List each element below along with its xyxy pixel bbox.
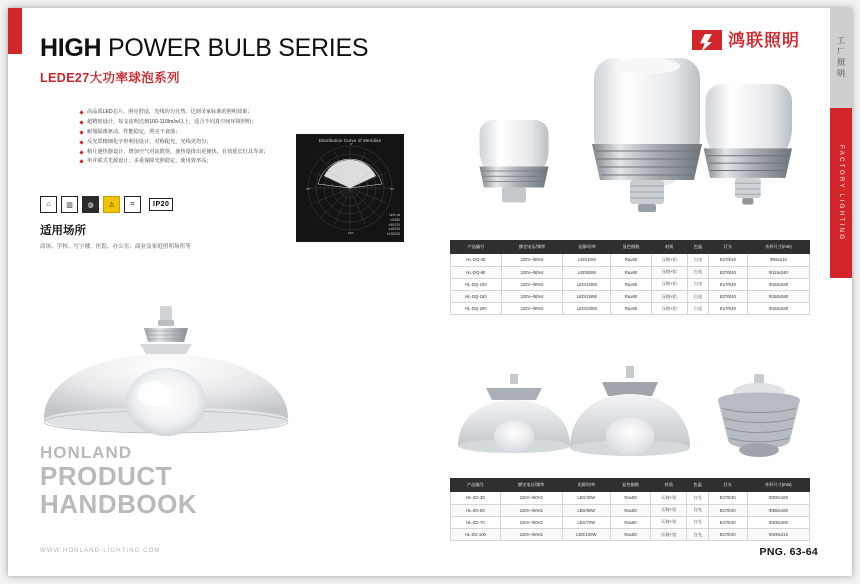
cell: E27/E40 <box>709 290 748 302</box>
cell: Ra≥80 <box>610 528 650 540</box>
col-header: 额定电压/频率 <box>500 479 562 492</box>
cell: Ra≥80 <box>611 266 651 278</box>
spec-table-highbay <box>450 478 810 541</box>
svg-text:180°: 180° <box>348 231 355 235</box>
cell: E27/E40 <box>709 303 748 315</box>
cell: HL-ZG-100 <box>451 528 501 540</box>
chart-unit: Unit: cd <box>389 213 400 218</box>
cell: Ra≥80 <box>611 254 651 266</box>
page-subtitle: LEDE27大功率球泡系列 <box>40 71 180 85</box>
title-bold: HIGH <box>40 34 102 62</box>
col-header: 灯头 <box>708 479 747 492</box>
title-block <box>40 36 368 86</box>
cell: Ra≥80 <box>611 303 651 315</box>
side-tab <box>830 8 852 576</box>
cell: 压铸+铝 <box>651 492 687 504</box>
cell: 220V~/50Hz <box>500 504 562 516</box>
page-title <box>40 36 368 61</box>
cell: E27/E40 <box>709 254 748 266</box>
col-header: 产品编号 <box>451 241 502 254</box>
cell: E27/E40 <box>708 492 747 504</box>
side-tab-cn <box>830 8 852 108</box>
cell: 220V~/50Hz <box>501 303 563 315</box>
table-row <box>451 516 810 528</box>
cell: 压铸+铝 <box>651 278 687 290</box>
cell: E27/E40 <box>709 266 748 278</box>
page-spread <box>8 8 852 576</box>
legend-entry: c0/180 <box>390 217 400 222</box>
cell: 白光 <box>687 516 708 528</box>
cell: 白光 <box>687 290 708 302</box>
logo-chinese-name: 鸿联照明 <box>728 31 800 50</box>
highbay-product-photo-bottom <box>448 360 818 470</box>
col-header: 材质 <box>651 241 687 254</box>
cell: 白光 <box>687 528 708 540</box>
cell: HL-DQ-40 <box>451 254 502 266</box>
cell: 白光 <box>687 492 708 504</box>
cell: 压铸+铝 <box>651 266 687 278</box>
feature-list <box>40 108 330 167</box>
cell: LED/60W <box>563 266 611 278</box>
table-row <box>451 266 810 278</box>
brand-block <box>40 443 197 518</box>
side-tab-en <box>830 108 852 278</box>
cell: LED/200W <box>563 303 611 315</box>
cell: LED/50W <box>562 504 610 516</box>
cell: 压铸+铝 <box>651 528 687 540</box>
office-icon: ▥ <box>61 196 78 213</box>
scene-title: 适用场所 <box>40 225 86 237</box>
cell: HL-ZG-30 <box>451 492 501 504</box>
cell: 220V~/50Hz <box>500 492 562 504</box>
table-header-row <box>451 241 810 254</box>
cell: 压铸+铝 <box>651 290 687 302</box>
cell: HL-DQ-60 <box>451 266 502 278</box>
cell: E27/E40 <box>708 528 747 540</box>
cell: Φ150x280 <box>747 278 809 290</box>
col-header: 光源/功率 <box>563 241 611 254</box>
cell: HL-DQ-200 <box>451 303 502 315</box>
cell: 220V~/50Hz <box>501 254 563 266</box>
col-header: 显色指数 <box>611 241 651 254</box>
list-item: 耐划隔离驱动，性能稳定，照亮不衰落； <box>80 128 330 138</box>
col-header: 光源/功率 <box>562 479 610 492</box>
chart-legend <box>387 213 400 237</box>
cell: 白光 <box>687 504 708 516</box>
col-header: 显色指数 <box>610 479 650 492</box>
cell: Ra≥80 <box>610 504 650 516</box>
cell: Ra≥80 <box>610 516 650 528</box>
cell: LED/70W <box>562 516 610 528</box>
cell: 白光 <box>687 303 708 315</box>
cell: HL-DQ-100 <box>451 278 502 290</box>
side-tab-en-label: FACTORY LIGHTING <box>838 144 844 242</box>
table-row <box>451 504 810 516</box>
cell: Φ400x200 <box>747 516 810 528</box>
legend-entry: c90/270 <box>388 222 400 227</box>
list-item: 高品质LED芯片，照亮舒适，光线均匀自然，达到국家标准的照明效果； <box>80 108 330 118</box>
left-page <box>8 8 428 576</box>
cell: 220V~/50Hz <box>501 266 563 278</box>
bulb-product-photo-top <box>448 50 818 230</box>
table-header-row <box>451 479 810 492</box>
brand-name: HONLAND <box>40 443 132 463</box>
cell: Φ150x280 <box>747 303 809 315</box>
col-header: 产品编号 <box>451 479 501 492</box>
spec-table-bulb <box>450 240 810 315</box>
col-header: 额定电压/频率 <box>501 241 563 254</box>
cell: Φ95x210 <box>747 254 809 266</box>
cell: 压铸+铝 <box>651 516 687 528</box>
bulb-icon: ◍ <box>82 196 99 213</box>
factory-icon: ⌗ <box>124 196 141 213</box>
svg-text:90°: 90° <box>306 187 311 191</box>
table-row <box>451 303 810 315</box>
cell: E27/E40 <box>708 504 747 516</box>
cell: Φ350x190 <box>747 504 810 516</box>
cell: LED/30W <box>562 492 610 504</box>
col-header: 外形尺寸(mm) <box>747 479 810 492</box>
cell: 220V~/50Hz <box>501 290 563 302</box>
table-row <box>451 492 810 504</box>
col-header: 色温 <box>687 479 708 492</box>
page-number: PNG. 63-64 <box>759 546 818 558</box>
logo-slogan: 智 造 品 质 之 光 <box>728 52 776 57</box>
right-page <box>428 8 852 576</box>
polar-plot-svg <box>302 140 398 236</box>
cell: Φ150x280 <box>747 290 809 302</box>
cell: HL-ZG-70 <box>451 516 501 528</box>
scene-text: 商场、学校、写字楼、医院、办公室、商业及家庭照明场所等 <box>40 244 191 250</box>
cell: Φ400x215 <box>747 528 810 540</box>
col-header: 灯头 <box>709 241 748 254</box>
red-accent-bar <box>8 8 22 54</box>
cell: 白光 <box>687 254 708 266</box>
brand-handbook: HANDBOOK <box>40 488 198 519</box>
distribution-chart <box>296 134 404 242</box>
cell: Φ300x165 <box>747 492 810 504</box>
cell: 白光 <box>687 266 708 278</box>
table-row <box>451 528 810 540</box>
list-item: 精片翅热器设计，增加空气对流散射，使热量排出更便快，有效延长灯具寿命； <box>80 148 330 158</box>
cell: 220V~/50Hz <box>500 516 562 528</box>
cell: E27/E40 <box>708 516 747 528</box>
col-header: 色温 <box>687 241 708 254</box>
cell: LED/100W <box>563 278 611 290</box>
table-row <box>451 254 810 266</box>
cell: HL-DQ-150 <box>451 290 502 302</box>
cell: LED/100W <box>562 528 610 540</box>
cell: 压铸+铝 <box>651 254 687 266</box>
cell: LED/150W <box>563 290 611 302</box>
cell: 压铸+铝 <box>651 303 687 315</box>
list-item: 反光罩精细化字形利用设计，对称配光，光线更均匀； <box>80 138 330 148</box>
certification-icons <box>40 196 173 213</box>
cell: Ra≥80 <box>611 278 651 290</box>
svg-text:90°: 90° <box>390 187 395 191</box>
cell: 220V~/50Hz <box>501 278 563 290</box>
website-url[interactable]: WWW.HONLAND-LIGHTING.COM <box>40 547 161 554</box>
cell: E27/E40 <box>709 278 748 290</box>
side-tab-cn-label: 工厂照明 <box>836 36 846 80</box>
logo-mark-text: HONLAND <box>698 55 716 59</box>
house-icon: ⌂ <box>40 196 57 213</box>
warning-icon: ⚠ <box>103 196 120 213</box>
cell: 白光 <box>687 278 708 290</box>
col-header: 材质 <box>651 479 687 492</box>
cell: Ra≥80 <box>611 290 651 302</box>
title-thin: POWER BULB SERIES <box>101 34 369 62</box>
brand-product: PRODUCT <box>40 461 173 492</box>
cell: 压铸+铝 <box>651 504 687 516</box>
cell: LED/40W <box>563 254 611 266</box>
list-item: 单并联式光源设计，多重保障光照稳定，使用效率高； <box>80 157 330 167</box>
table-row <box>451 290 810 302</box>
cell: Ra≥80 <box>610 492 650 504</box>
table-row <box>451 278 810 290</box>
list-item: 超精密设计，每支流明达到100-110lm/w以上，适合不同真空间环境照明； <box>80 118 330 128</box>
cell: 220V~/50Hz <box>500 528 562 540</box>
cell: Φ115x240 <box>747 266 809 278</box>
col-header: 外形尺寸(mm) <box>747 241 809 254</box>
svg-text:0°: 0° <box>350 142 353 146</box>
legend-entry: c45/225 <box>388 227 400 232</box>
ip-rating-badge: IP20 <box>149 198 173 211</box>
chart-title: Distribution Curve of Meridian <box>318 138 382 143</box>
cell: HL-ZG-50 <box>451 504 501 516</box>
legend-entry: c135/315 <box>386 232 400 237</box>
